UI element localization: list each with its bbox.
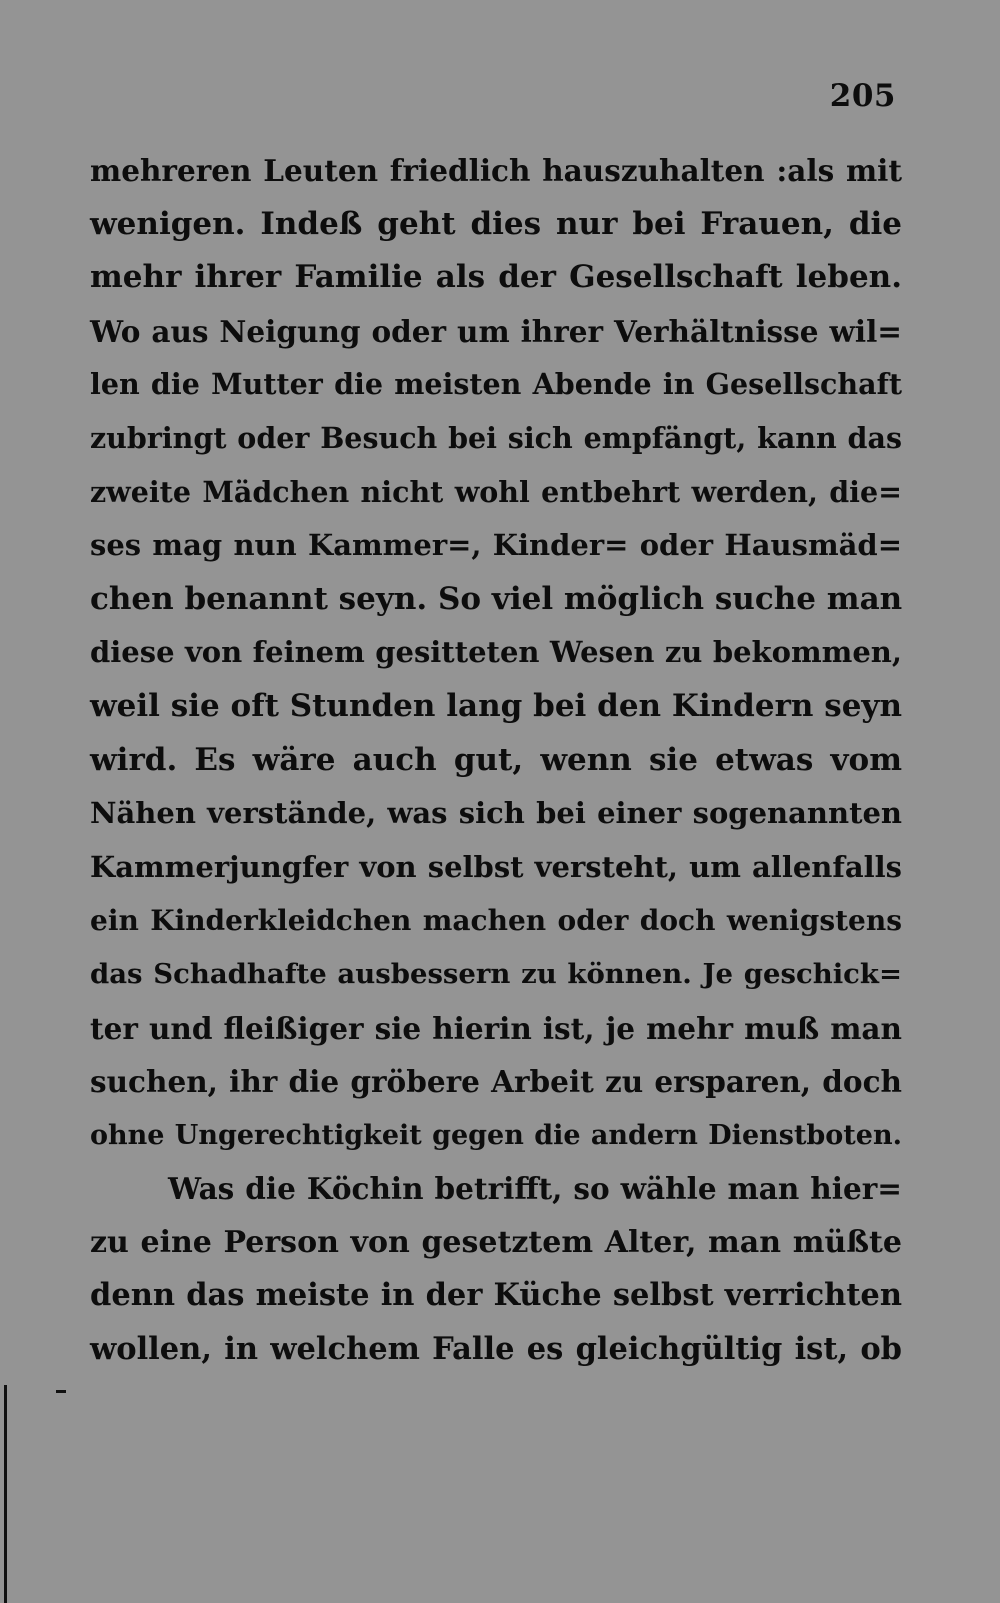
text-line: zweite Mädchen nicht wohl entbehrt werden, die=: [90, 474, 902, 509]
text-line: mehreren Leuten friedlich hauszuhalten :als mit: [90, 153, 902, 188]
text-line: mehr ihrer Familie als der Gesellschaft leben.: [90, 259, 902, 296]
text-line: suchen, ihr die gröbere Arbeit zu ersparen, doch: [90, 1064, 902, 1100]
text-line: Wo aus Neigung oder um ihrer Verhältnisse wil=: [90, 313, 902, 349]
text-line: ein Kinderkleidchen machen oder doch wenigstens: [90, 904, 902, 938]
text-line: zubringt oder Besuch bei sich empfängt, kann das: [90, 420, 902, 455]
text-line: das Schadhafte ausbessern zu können. Je geschick=: [90, 957, 902, 990]
text-line: Nähen verstände, was sich bei einer sogenannten: [90, 796, 902, 831]
text-line: ohne Ungerechtigkeit gegen die andern Dienstboten.: [90, 1119, 902, 1151]
text-line: wenigen. Indeß geht dies nur bei Frauen, die: [90, 205, 902, 242]
text-line: zu eine Person von gesetztem Alter, man müßte: [90, 1224, 902, 1260]
text-line-paragraph-start: Was die Köchin betrifft, so wähle man hier=: [168, 1171, 902, 1207]
text-line: weil sie oft Stunden lang bei den Kindern seyn: [90, 687, 902, 724]
page-number: 205: [829, 78, 896, 114]
text-line: len die Mutter die meisten Abende in Gesellschaft: [90, 367, 902, 402]
scan-edge-tick: [56, 1390, 66, 1393]
scan-edge-line: [4, 1385, 7, 1603]
body-text: [90, 144, 902, 1377]
text-line: wollen, in welchem Falle es gleichgültig ist, ob: [90, 1331, 902, 1368]
text-line: ses mag nun Kammer=, Kinder= oder Hausmäd=: [90, 528, 902, 563]
text-line: Kammerjungfer von selbst versteht, um allenfalls: [90, 849, 902, 884]
text-line: chen benannt seyn. So viel möglich suche man: [90, 580, 903, 617]
text-line: denn das meiste in der Küche selbst verrichten: [90, 1277, 902, 1314]
text-line: wird. Es wäre auch gut, wenn sie etwas vom: [90, 741, 902, 778]
text-line: diese von feinem gesitteten Wesen zu bekommen,: [90, 635, 902, 670]
text-line: ter und fleißiger sie hierin ist, je mehr muß man: [90, 1010, 902, 1046]
